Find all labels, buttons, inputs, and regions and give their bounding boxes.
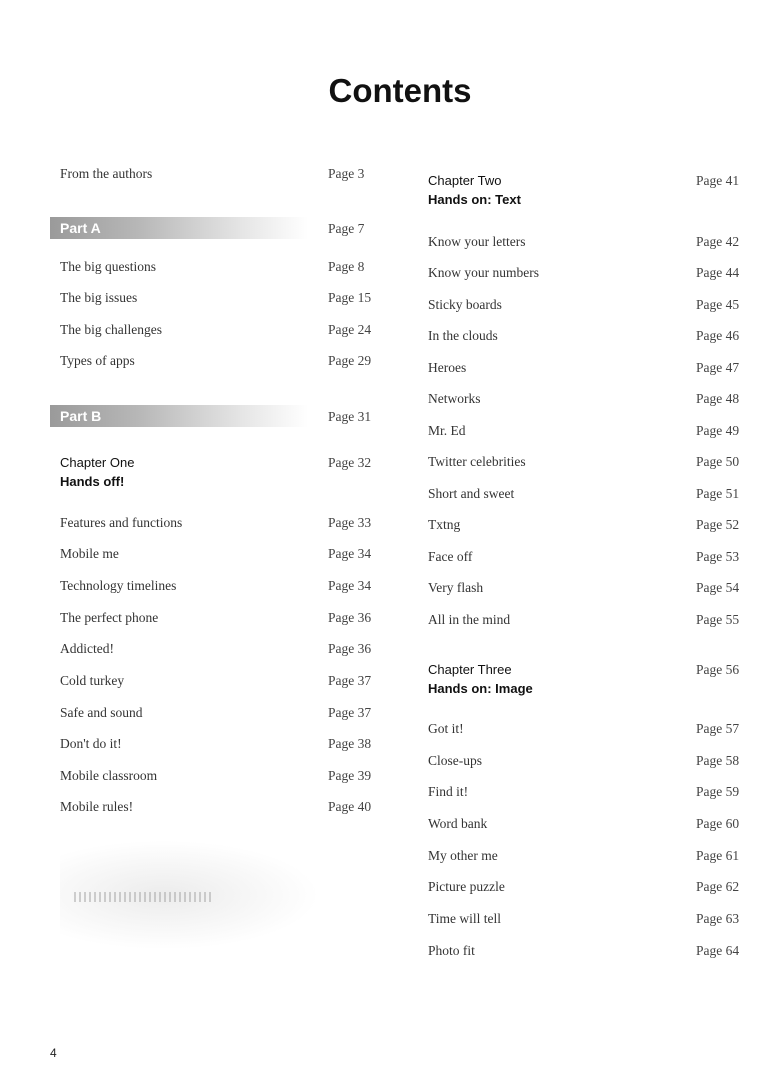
toc-entry[interactable] bbox=[428, 580, 758, 602]
toc-entry[interactable] bbox=[428, 721, 758, 743]
toc-entry-label: Mobile rules! bbox=[60, 799, 134, 814]
toc-entry-page: Page 57 bbox=[696, 721, 740, 736]
toc-entry-label: Photo fit bbox=[428, 943, 475, 958]
chapter-title: Hands on: Image bbox=[428, 681, 533, 696]
toc-entry[interactable] bbox=[428, 784, 758, 806]
toc-entry-page: Page 15 bbox=[328, 290, 372, 305]
toc-entry-label: The big issues bbox=[60, 290, 138, 305]
toc-entry[interactable] bbox=[428, 612, 758, 634]
page-title: Contents bbox=[328, 72, 472, 109]
toc-entry-label: Types of apps bbox=[60, 353, 135, 368]
toc-entry-page: Page 38 bbox=[328, 736, 372, 751]
toc-entry[interactable] bbox=[60, 641, 380, 663]
toc-entry-page: Page 62 bbox=[696, 879, 740, 894]
toc-entry-page: Page 47 bbox=[696, 360, 740, 375]
toc-entry-label: My other me bbox=[428, 848, 498, 863]
toc-entry-label: Heroes bbox=[428, 360, 467, 375]
toc-entry-page: Page 34 bbox=[328, 546, 372, 561]
toc-entry-page: Page 61 bbox=[696, 848, 740, 863]
toc-entry-page: Page 24 bbox=[328, 322, 372, 337]
toc-entry[interactable] bbox=[428, 234, 758, 256]
toc-entry[interactable] bbox=[428, 328, 758, 350]
toc-entry-page: Page 54 bbox=[696, 580, 740, 595]
toc-entry-label: The big questions bbox=[60, 259, 156, 274]
part-b-page: Page 31 bbox=[328, 409, 372, 424]
toc-entry[interactable] bbox=[428, 391, 758, 413]
toc-entry-page: Page 36 bbox=[328, 610, 372, 625]
toc-entry-page: Page 34 bbox=[328, 578, 372, 593]
toc-entry[interactable] bbox=[60, 353, 380, 375]
toc-entry-page: Page 52 bbox=[696, 517, 740, 532]
toc-entry-label: Find it! bbox=[428, 784, 469, 799]
toc-entry-page: Page 53 bbox=[696, 549, 740, 564]
photo-keyboard-strip bbox=[74, 892, 214, 902]
toc-entry-label: Very flash bbox=[428, 580, 484, 595]
toc-entry-from-the-authors[interactable] bbox=[60, 166, 380, 188]
toc-entry-label: Picture puzzle bbox=[428, 879, 505, 894]
faded-background-photo bbox=[60, 840, 320, 950]
toc-entry-label: Short and sweet bbox=[428, 486, 515, 501]
toc-entry-page: Page 39 bbox=[328, 768, 372, 783]
toc-entry-label: Sticky boards bbox=[428, 297, 502, 312]
toc-entry-page: Page 45 bbox=[696, 297, 740, 312]
toc-entry-page: Page 42 bbox=[696, 234, 740, 249]
toc-entry-label: Got it! bbox=[428, 721, 464, 736]
part-a-label: Part A bbox=[60, 220, 101, 236]
toc-entry[interactable] bbox=[60, 768, 380, 790]
toc-entry-page: Page 50 bbox=[696, 454, 740, 469]
chapter-number: Chapter Two bbox=[428, 173, 502, 188]
toc-entry-page: Page 37 bbox=[328, 673, 372, 688]
toc-entry-page: Page 58 bbox=[696, 753, 740, 768]
toc-entry[interactable] bbox=[428, 297, 758, 319]
chapter-number: Chapter Three bbox=[428, 662, 512, 677]
toc-entry-label: Mr. Ed bbox=[428, 423, 466, 438]
toc-entry[interactable] bbox=[428, 848, 758, 870]
toc-entry-label: From the authors bbox=[60, 166, 153, 181]
toc-entry[interactable] bbox=[60, 736, 380, 758]
toc-entry-page: Page 64 bbox=[696, 943, 740, 958]
toc-entry-label: Txtng bbox=[428, 517, 461, 532]
toc-entry[interactable] bbox=[60, 578, 380, 600]
toc-entry[interactable] bbox=[60, 673, 380, 695]
chapter-title: Hands off! bbox=[60, 474, 125, 489]
toc-entry[interactable] bbox=[60, 322, 380, 344]
toc-entry-page: Page 63 bbox=[696, 911, 740, 926]
toc-entry[interactable] bbox=[428, 911, 758, 933]
toc-entry-page: Page 40 bbox=[328, 799, 372, 814]
toc-entry[interactable] bbox=[60, 515, 380, 537]
part-b-label: Part B bbox=[60, 408, 102, 424]
chapter-one-heading[interactable] bbox=[60, 455, 380, 495]
toc-entry-label: All in the mind bbox=[428, 612, 511, 627]
toc-entry-label: In the clouds bbox=[428, 328, 498, 343]
toc-entry[interactable] bbox=[428, 816, 758, 838]
toc-entry-page: Page 36 bbox=[328, 641, 372, 656]
toc-entry-page: Page 29 bbox=[328, 353, 372, 368]
toc-entry[interactable] bbox=[60, 546, 380, 568]
toc-entry[interactable] bbox=[60, 610, 380, 632]
toc-entry-page: Page 8 bbox=[328, 259, 365, 274]
toc-entry-label: Networks bbox=[428, 391, 481, 406]
toc-entry[interactable] bbox=[428, 486, 758, 508]
toc-entry-page: Page 3 bbox=[328, 166, 365, 181]
toc-entry-page: Page 33 bbox=[328, 515, 372, 530]
toc-entry-label: Time will tell bbox=[428, 911, 502, 926]
toc-entry-label: Face off bbox=[428, 549, 473, 564]
toc-entry[interactable] bbox=[428, 753, 758, 775]
page-number: 4 bbox=[50, 1046, 57, 1060]
toc-entry[interactable] bbox=[60, 799, 380, 821]
toc-entry-label: Know your numbers bbox=[428, 265, 539, 280]
chapter-page: Page 41 bbox=[696, 173, 740, 188]
toc-entry[interactable] bbox=[428, 879, 758, 901]
toc-entry-label: Features and functions bbox=[60, 515, 183, 530]
toc-entry-page: Page 49 bbox=[696, 423, 740, 438]
toc-entry[interactable] bbox=[428, 943, 758, 965]
toc-entry[interactable] bbox=[60, 290, 380, 312]
toc-entry[interactable] bbox=[428, 423, 758, 445]
toc-entry[interactable] bbox=[428, 360, 758, 382]
toc-entry[interactable] bbox=[428, 549, 758, 571]
toc-entry-label: Know your letters bbox=[428, 234, 526, 249]
toc-entry-label: The perfect phone bbox=[60, 610, 159, 625]
chapter-page: Page 56 bbox=[696, 662, 740, 677]
part-a-page-row bbox=[60, 221, 380, 243]
chapter-two-heading[interactable] bbox=[428, 173, 758, 213]
toc-entry[interactable] bbox=[60, 705, 380, 727]
toc-entry-label: Close-ups bbox=[428, 753, 482, 768]
toc-entry-label: Don't do it! bbox=[60, 736, 122, 751]
chapter-number: Chapter One bbox=[60, 455, 135, 470]
toc-entry-page: Page 59 bbox=[696, 784, 740, 799]
toc-entry-label: Mobile classroom bbox=[60, 768, 158, 783]
chapter-page: Page 32 bbox=[328, 455, 372, 470]
toc-entry-label: Mobile me bbox=[60, 546, 119, 561]
toc-entry-page: Page 51 bbox=[696, 486, 740, 501]
toc-entry-label: Cold turkey bbox=[60, 673, 125, 688]
toc-entry-page: Page 44 bbox=[696, 265, 740, 280]
toc-entry-label: The big challenges bbox=[60, 322, 162, 337]
part-a-page: Page 7 bbox=[328, 221, 365, 236]
toc-entry-page: Page 55 bbox=[696, 612, 740, 627]
toc-entry[interactable] bbox=[60, 259, 380, 281]
toc-entry-page: Page 48 bbox=[696, 391, 740, 406]
part-b-page-row bbox=[60, 409, 380, 431]
chapter-three-heading[interactable] bbox=[428, 662, 758, 702]
toc-entry-label: Technology timelines bbox=[60, 578, 177, 593]
toc-entry-label: Word bank bbox=[428, 816, 488, 831]
toc-entry-label: Safe and sound bbox=[60, 705, 143, 720]
toc-entry-page: Page 60 bbox=[696, 816, 740, 831]
toc-entry-page: Page 37 bbox=[328, 705, 372, 720]
toc-entry-page: Page 46 bbox=[696, 328, 740, 343]
chapter-title: Hands on: Text bbox=[428, 192, 521, 207]
toc-entry[interactable] bbox=[428, 517, 758, 539]
toc-entry-label: Addicted! bbox=[60, 641, 114, 656]
toc-entry-label: Twitter celebrities bbox=[428, 454, 526, 469]
toc-entry[interactable] bbox=[428, 265, 758, 287]
toc-entry[interactable] bbox=[428, 454, 758, 476]
